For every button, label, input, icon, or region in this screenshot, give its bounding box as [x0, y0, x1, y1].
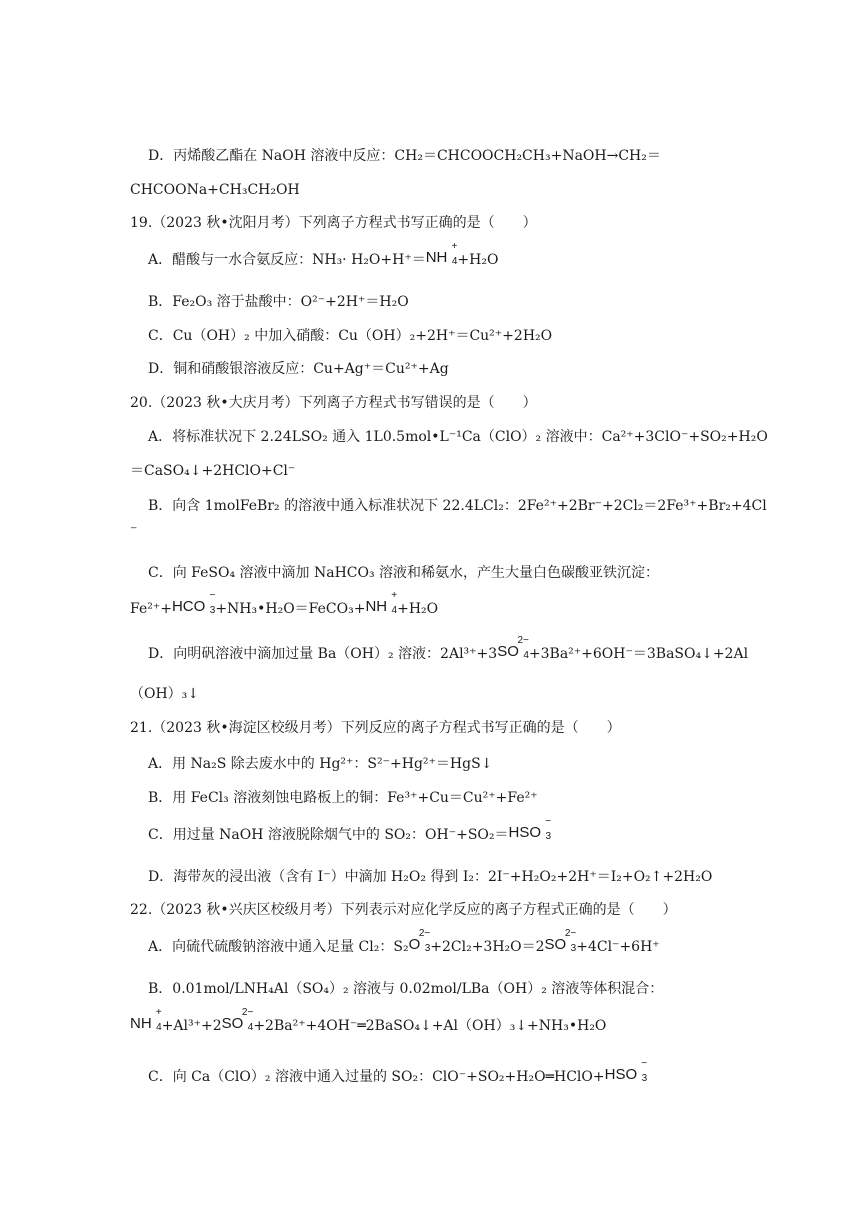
ion-subscript: 3 [641, 1073, 648, 1084]
q20-c-head: Fe²⁺+ [130, 601, 172, 617]
ion-formula: O [408, 936, 421, 953]
ion-formula: NH [425, 249, 448, 266]
q19-a-tail: +H₂O [457, 252, 499, 268]
q22-a-tail: +4Cl⁻+6H⁺ [576, 939, 660, 955]
ion-formula: SO [221, 1015, 244, 1032]
q19-a-text: A．醋酸与一水合氨反应：NH₃· H₂O+H⁺＝ [148, 252, 426, 268]
q21-option-d: D．海带灰的浸出液（含有 I⁻）中滴加 H₂O₂ 得到 I₂：2I⁻+H₂O₂+2H⁺＝I₂+O₂↑+2H₂O [148, 869, 713, 885]
ion-subscript: 4 [391, 605, 398, 616]
bicarbonate-ion [171, 590, 216, 620]
q20-option-c-line1: C．向 FeSO₄ 溶液中滴加 NaHCO₃ 溶液和稀氨水，产生大量白色碳酸亚铁沉淀： [148, 565, 660, 581]
q21-option-a: A．用 Na₂S 除去废水中的 Hg²⁺：S²⁻+Hg²⁺＝HgS↓ [148, 756, 493, 772]
ion-subscript: 3 [545, 831, 552, 842]
ion-charge: + [451, 241, 458, 252]
q22-option-c [148, 1058, 648, 1088]
q20-c-tail: +H₂O [397, 601, 439, 617]
q21-option-b: B．用 FeCl₃ 溶液刻蚀电路板上的铜：Fe³⁺+Cu＝Cu²⁺+Fe²⁺ [148, 790, 538, 806]
q19-option-b: B．Fe₂O₃ 溶于盐酸中：O²⁻+2H⁺＝H₂O [148, 294, 409, 310]
q20-c-mid: +NH₃•H₂O＝FeCO₃+ [215, 601, 366, 617]
q22-option-a [148, 928, 660, 958]
ion-formula: NH [130, 1015, 152, 1032]
ion-formula: SO [497, 643, 519, 660]
q20-d-tail: +3Ba²⁺+6OH⁻＝3BaSO₄↓+2Al [528, 646, 749, 662]
ion-subscript: 3 [424, 943, 431, 954]
q22-b-tail: +2Ba²⁺+4OH⁻═2BaSO₄↓+Al（OH）₃↓+NH₃•H₂O [253, 1018, 607, 1034]
ion-formula: HCO [171, 598, 206, 615]
q19-stem: 19.（2023 秋•沈阳月考）下列离子方程式书写正确的是（ ） [130, 215, 537, 231]
sulfate-ion [221, 1007, 254, 1037]
q22-a-mid: +2Cl₂+3H₂O＝2 [430, 939, 545, 955]
q21-option-c [148, 816, 552, 846]
q22-a-head: A．向硫代硫酸钠溶液中通入足量 Cl₂：S₂ [148, 939, 409, 955]
ion-charge: + [391, 590, 398, 601]
ammonium-ion [365, 590, 398, 620]
q20-option-d-line1 [148, 635, 749, 665]
q19-option-c: C．Cu（OH）₂ 中加入硝酸：Cu（OH）₂+2H⁺＝Cu²⁺+2H₂O [148, 328, 553, 344]
sulfite-ion [544, 928, 577, 958]
ion-formula: HSO [604, 1066, 638, 1083]
q19-option-d: D．铜和硝酸银溶液反应：Cu+Ag⁺＝Cu²⁺+Ag [148, 361, 449, 377]
ion-subscript: 4 [523, 650, 529, 661]
q20-stem: 20.（2023 秋•大庆月考）下列离子方程式书写错误的是（ ） [130, 395, 537, 411]
ion-charge: + [155, 1007, 162, 1018]
q19-option-a [148, 241, 499, 271]
ion-formula: SO [544, 936, 567, 953]
q20-option-a-line1: A．将标准状况下 2.24LSO₂ 通入 1L0.5mol•L⁻¹Ca（ClO）₂ 溶液中：Ca²⁺+3ClO⁻+SO₂+H₂O [148, 429, 768, 445]
q22-stem: 22.（2023 秋•兴庆区校级月考）下列表示对应化学反应的离子方程式正确的是（ ） [130, 902, 677, 918]
q18-option-d-line2: CHCOONa+CH₃CH₂OH [130, 182, 300, 198]
ion-charge: 2− [517, 635, 529, 646]
q21-c-head: C．用过量 NaOH 溶液脱除烟气中的 SO₂：OH⁻+SO₂＝ [148, 827, 509, 843]
q18-option-d-line1: D．丙烯酸乙酯在 NaOH 溶液中反应：CH₂＝CHCOOCH₂CH₃+NaOH→CH₂＝ [148, 148, 661, 164]
bisulfite-ion [508, 816, 552, 846]
ion-charge: − [209, 590, 216, 601]
q22-c-head: C．向 Ca（ClO）₂ 溶液中通入过量的 SO₂：ClO⁻+SO₂+H₂O═HClO+ [148, 1069, 605, 1085]
ion-subscript: 4 [451, 256, 458, 267]
q20-option-d-line2: （OH）₃↓ [130, 686, 200, 702]
q22-option-b-line2 [130, 1007, 607, 1037]
ion-formula: HSO [508, 824, 542, 841]
q20-d-head: D．向明矾溶液中滴加过量 Ba（OH）₂ 溶液：2Al³⁺+3 [148, 646, 498, 662]
q20-option-b-line1: B．向含 1molFeBr₂ 的溶液中通入标准状况下 22.4LCl₂：2Fe²⁺+2Br⁻+2Cl₂＝2Fe³⁺+Br₂+4Cl [148, 498, 767, 514]
q20-option-a-line2: ＝CaSO₄↓+2HClO+Cl⁻ [130, 463, 296, 479]
q20-option-c-line2 [130, 590, 439, 620]
ion-charge: 2− [418, 928, 431, 939]
thiosulfate-ion [408, 928, 431, 958]
q22-option-b-line1: B．0.01mol/LNH₄Al（SO₄）₂ 溶液与 0.02mol/LBa（OH）₂ 溶液等体积混合： [148, 981, 664, 997]
ion-subscript: 4 [247, 1022, 254, 1033]
q21-stem: 21.（2023 秋•海淀区校级月考）下列反应的离子方程式书写正确的是（ ） [130, 720, 621, 736]
ion-charge: − [641, 1058, 648, 1069]
bisulfite-ion [604, 1058, 648, 1088]
ion-charge: 2− [564, 928, 577, 939]
ion-formula: NH [365, 598, 388, 615]
ion-charge: − [545, 816, 552, 827]
ammonium-ion [130, 1007, 162, 1037]
ammonium-ion [425, 241, 458, 271]
ion-subscript: 3 [570, 943, 577, 954]
ion-subscript: 3 [209, 605, 216, 616]
q20-option-b-line2: ⁻ [130, 523, 138, 539]
ion-subscript: 4 [156, 1022, 162, 1033]
q22-b-mid: +Al³⁺+2 [161, 1018, 222, 1034]
ion-charge: 2− [241, 1007, 254, 1018]
sulfate-ion [497, 635, 529, 665]
